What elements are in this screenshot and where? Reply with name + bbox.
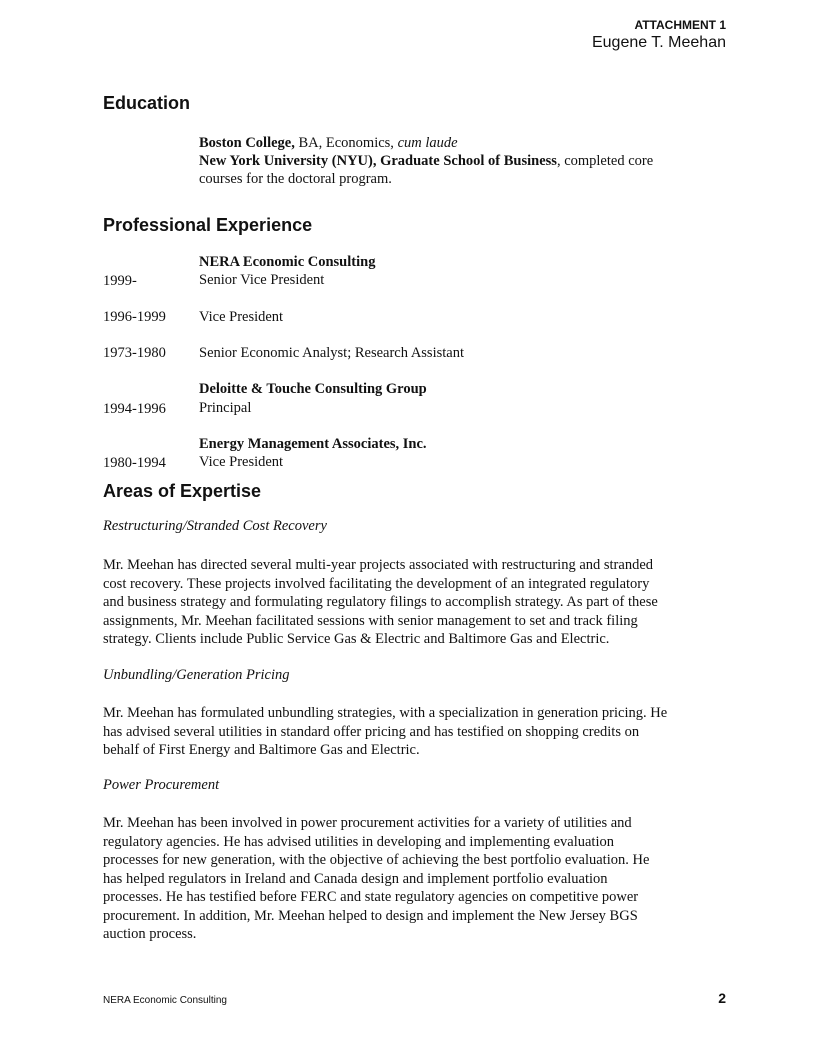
degree-bc: BA, Economics, [294,135,398,151]
expertise-paragraph [103,704,735,760]
role-title: Vice President [199,309,284,325]
paragraph-line: Mr. Meehan has formulated unbundling strategies, with a specialization in generation pricing. He [103,705,668,721]
expertise-paragraph [103,814,735,944]
role-title: Senior Economic Analyst; Research Assistant [199,345,464,361]
role-date: 1980-1994 [103,455,166,471]
honors-bc: cum laude [397,135,458,151]
education-heading: Education [103,93,191,113]
page-number: 2 [718,990,726,1006]
role-date: 1999- [103,273,137,289]
education-entry-bc [199,134,458,152]
expertise-subheading: Unbundling/Generation Pricing [103,667,290,683]
paragraph-line: auction process. [103,926,197,942]
school-name-bc: Boston College, [199,135,295,151]
paragraph-line: has helped regulators in Ireland and Canada design and implement portfolio evaluation [103,870,608,887]
role-title: Principal [199,400,252,416]
education-entry-nyu [199,152,735,170]
role-date: 1994-1996 [103,401,166,417]
attachment-label: ATTACHMENT 1 [634,18,726,32]
paragraph-line: assignments, Mr. Meehan facilitated sessions with senior management to set and track filing [103,612,638,629]
nyu-detail: , completed core [556,153,654,169]
expertise-subheading: Restructuring/Stranded Cost Recovery [103,518,327,534]
role-date: 1996-1999 [103,309,166,325]
role-title: Vice President [199,454,284,470]
role-date: 1973-1980 [103,345,166,361]
paragraph-line: processes. He has testified before FERC and state regulatory agencies on competitive power [103,889,639,905]
paragraph-line: Mr. Meehan has been involved in power procurement activities for a variety of utilities and [103,815,632,831]
paragraph-line: regulatory agencies. He has advised utilities in developing and implementing evaluation [103,833,614,850]
paragraph-line: processes for new generation, with the objective of achieving the best portfolio evaluation. He [103,852,650,868]
school-name-nyu: New York University (NYU), Graduate School of Business [199,153,557,169]
paragraph-line: behalf of First Energy and Baltimore Gas and Electric. [103,742,420,758]
expertise-heading: Areas of Expertise [103,481,262,501]
paragraph-line: strategy. Clients include Public Service Gas & Electric and Baltimore Gas and Electric. [103,631,610,647]
role-title: Senior Vice President [199,272,325,288]
paragraph-line: cost recovery. These projects involved facilitating the development of an integrated regulatory [103,575,650,592]
experience-heading: Professional Experience [103,215,313,235]
employer-deloitte: Deloitte & Touche Consulting Group [199,381,427,397]
paragraph-line: and business strategy and formulating regulatory filings to accomplish strategy. As part of these [103,594,658,610]
person-name: Eugene T. Meehan [591,34,726,51]
expertise-subheading: Power Procurement [103,777,220,793]
employer-ema: Energy Management Associates, Inc. [199,436,427,452]
expertise-paragraph [103,556,735,649]
paragraph-line: has advised several utilities in standard offer pricing and has testified on shopping credits on [103,723,640,740]
paragraph-line: Mr. Meehan has directed several multi-year projects associated with restructuring and stranded [103,557,654,573]
education-nyu-continued: courses for the doctoral program. [199,171,392,187]
employer-nera: NERA Economic Consulting [199,254,376,270]
footer-company: NERA Economic Consulting [103,995,227,1006]
paragraph-line: procurement. In addition, Mr. Meehan helped to design and implement the New Jersey BGS [103,907,638,924]
